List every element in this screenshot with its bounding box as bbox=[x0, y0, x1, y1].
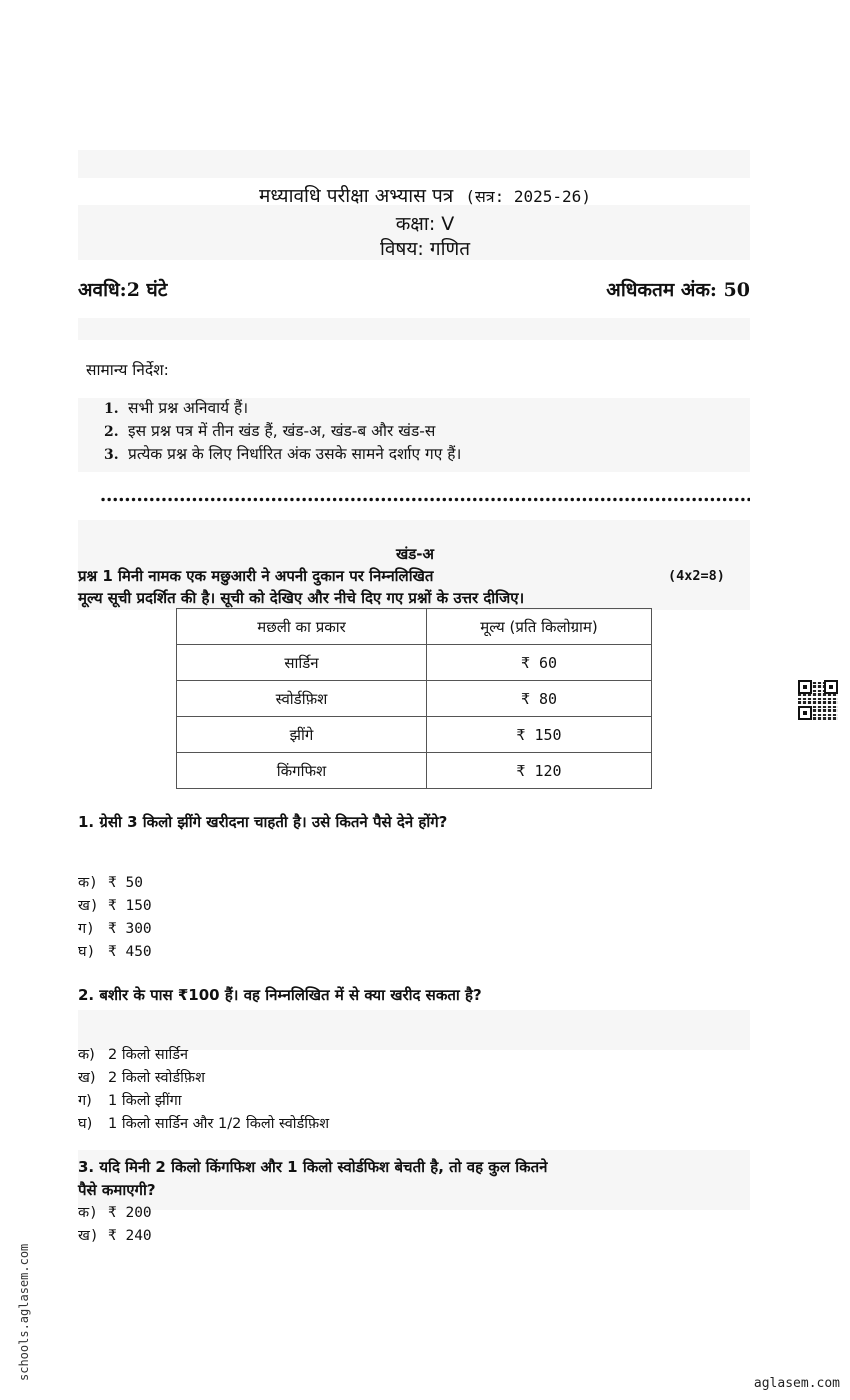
question-1-3-line-1: 3. यदि मिनी 2 किलो किंगफिश और 1 किलो स्वोर्डफिश बेचती है, तो वह कुल कितने bbox=[78, 1158, 548, 1176]
instruction-text: प्रत्येक प्रश्न के लिए निर्धारित अंक उसके सामने दर्शाए गए हैं। bbox=[128, 445, 462, 463]
option-label: ख) bbox=[78, 898, 99, 914]
option-text: 1 किलो झींगा bbox=[108, 1093, 182, 1109]
instruction-text: इस प्रश्न पत्र में तीन खंड हैं, खंड-अ, खंड-ब और खंड-स bbox=[128, 422, 436, 440]
option-text: ₹ 150 bbox=[108, 898, 152, 914]
duration: अवधि:2 घंटे bbox=[78, 279, 168, 301]
footer-watermark: aglasem.com bbox=[753, 1376, 840, 1391]
fish-price-cell: ₹ 120 bbox=[427, 753, 652, 789]
question-1-marks: (4x2=8) bbox=[668, 568, 725, 584]
fish-price-cell: ₹ 60 bbox=[427, 645, 652, 681]
qr-finder-pattern bbox=[824, 680, 838, 694]
option-text: 2 किलो सार्डिन bbox=[108, 1047, 189, 1063]
fish-name-cell: किंगफिश bbox=[177, 753, 427, 789]
table-header-cell: मूल्य (प्रति किलोग्राम) bbox=[427, 609, 652, 645]
fish-name-cell: झींगे bbox=[177, 717, 427, 753]
paper-title-text: मध्यावधि परीक्षा अभ्यास पत्र bbox=[259, 185, 454, 207]
fish-name-cell: सार्डिन bbox=[177, 645, 427, 681]
fish-price-cell: ₹ 150 bbox=[427, 717, 652, 753]
class-line: कक्षा: V bbox=[395, 213, 455, 235]
option-text: ₹ 300 bbox=[108, 921, 152, 937]
side-watermark: schools.aglasem.com bbox=[17, 1243, 31, 1381]
option-label: ग) bbox=[78, 1093, 92, 1109]
option-label: घ) bbox=[78, 1116, 93, 1132]
section-heading: खंड-अ bbox=[396, 545, 434, 563]
option-item bbox=[78, 895, 152, 918]
subject-line: विषय: गणित bbox=[379, 238, 471, 260]
option-label: ग) bbox=[78, 921, 95, 937]
question-1-3-line-2: पैसे कमाएगी? bbox=[78, 1181, 156, 1199]
fish-price-table bbox=[176, 608, 652, 789]
paper-session: (सत्र: 2025-26) bbox=[465, 187, 591, 206]
table-header-row bbox=[177, 609, 652, 645]
instructions-heading: सामान्य निर्देश: bbox=[86, 361, 169, 379]
option-item bbox=[78, 1044, 329, 1067]
option-item bbox=[78, 918, 152, 941]
option-text: ₹ 240 bbox=[108, 1228, 152, 1244]
option-label: घ) bbox=[78, 944, 96, 960]
question-1-2-options bbox=[78, 1044, 329, 1136]
qr-finder-pattern bbox=[798, 706, 812, 720]
table-row bbox=[177, 645, 652, 681]
instruction-number: 1. bbox=[104, 401, 119, 417]
qr-finder-pattern bbox=[798, 680, 812, 694]
table-row bbox=[177, 717, 652, 753]
table-row bbox=[177, 681, 652, 717]
question-1-1: 1. ग्रेसी 3 किलो झींगे खरीदना चाहती है। उसे कितने पैसे देने होंगे? bbox=[78, 813, 448, 831]
option-text: 2 किलो स्वोर्डफ़िश bbox=[108, 1070, 205, 1086]
option-text: ₹ 50 bbox=[108, 875, 143, 891]
option-text: ₹ 200 bbox=[108, 1205, 152, 1221]
question-1-3-options bbox=[78, 1202, 152, 1248]
dotted-divider bbox=[100, 497, 750, 502]
option-label: ख) bbox=[78, 1070, 96, 1086]
option-label: क) bbox=[78, 1047, 95, 1063]
instruction-text: सभी प्रश्न अनिवार्य हैं। bbox=[128, 399, 249, 417]
option-label: क) bbox=[78, 875, 98, 891]
instruction-number: 3. bbox=[104, 447, 119, 463]
table-header-cell: मछली का प्रकार bbox=[177, 609, 427, 645]
option-text: 1 किलो सार्डिन और 1/2 किलो स्वोर्डफ़िश bbox=[108, 1116, 330, 1132]
table-row bbox=[177, 753, 652, 789]
option-item bbox=[78, 1225, 152, 1248]
option-item bbox=[78, 1090, 329, 1113]
option-text: ₹ 450 bbox=[108, 944, 152, 960]
question-1-2: 2. बशीर के पास ₹100 हैं। वह निम्नलिखित में से क्या खरीद सकता है? bbox=[78, 986, 482, 1004]
question-1-1-options bbox=[78, 872, 152, 964]
option-label: क) bbox=[78, 1205, 98, 1221]
scan-band bbox=[78, 150, 750, 178]
question-1-line-2: मूल्य सूची प्रदर्शित की है। सूची को देखिए और नीचे दिए गए प्रश्नों के उत्तर दीजिए। bbox=[78, 589, 525, 607]
option-item bbox=[78, 941, 152, 964]
instruction-number: 2. bbox=[104, 424, 119, 440]
option-item bbox=[78, 872, 152, 895]
fish-name-cell: स्वोर्डफ़िश bbox=[177, 681, 427, 717]
paper-title bbox=[0, 182, 850, 208]
max-marks: अधिकतम अंक: 50 bbox=[606, 279, 750, 301]
option-item bbox=[78, 1202, 152, 1225]
option-item bbox=[78, 1113, 329, 1136]
option-item bbox=[78, 1067, 329, 1090]
question-1-line-1: प्रश्न 1 मिनी नामक एक मछुआरी ने अपनी दुकान पर निम्नलिखित bbox=[78, 567, 434, 585]
fish-price-cell: ₹ 80 bbox=[427, 681, 652, 717]
instructions-list bbox=[104, 397, 461, 466]
qr-code-icon[interactable] bbox=[798, 680, 838, 720]
instruction-item bbox=[104, 397, 461, 420]
instruction-item bbox=[104, 420, 461, 443]
scan-band bbox=[78, 318, 750, 340]
instruction-item bbox=[104, 443, 461, 466]
option-label: ख) bbox=[78, 1228, 99, 1244]
